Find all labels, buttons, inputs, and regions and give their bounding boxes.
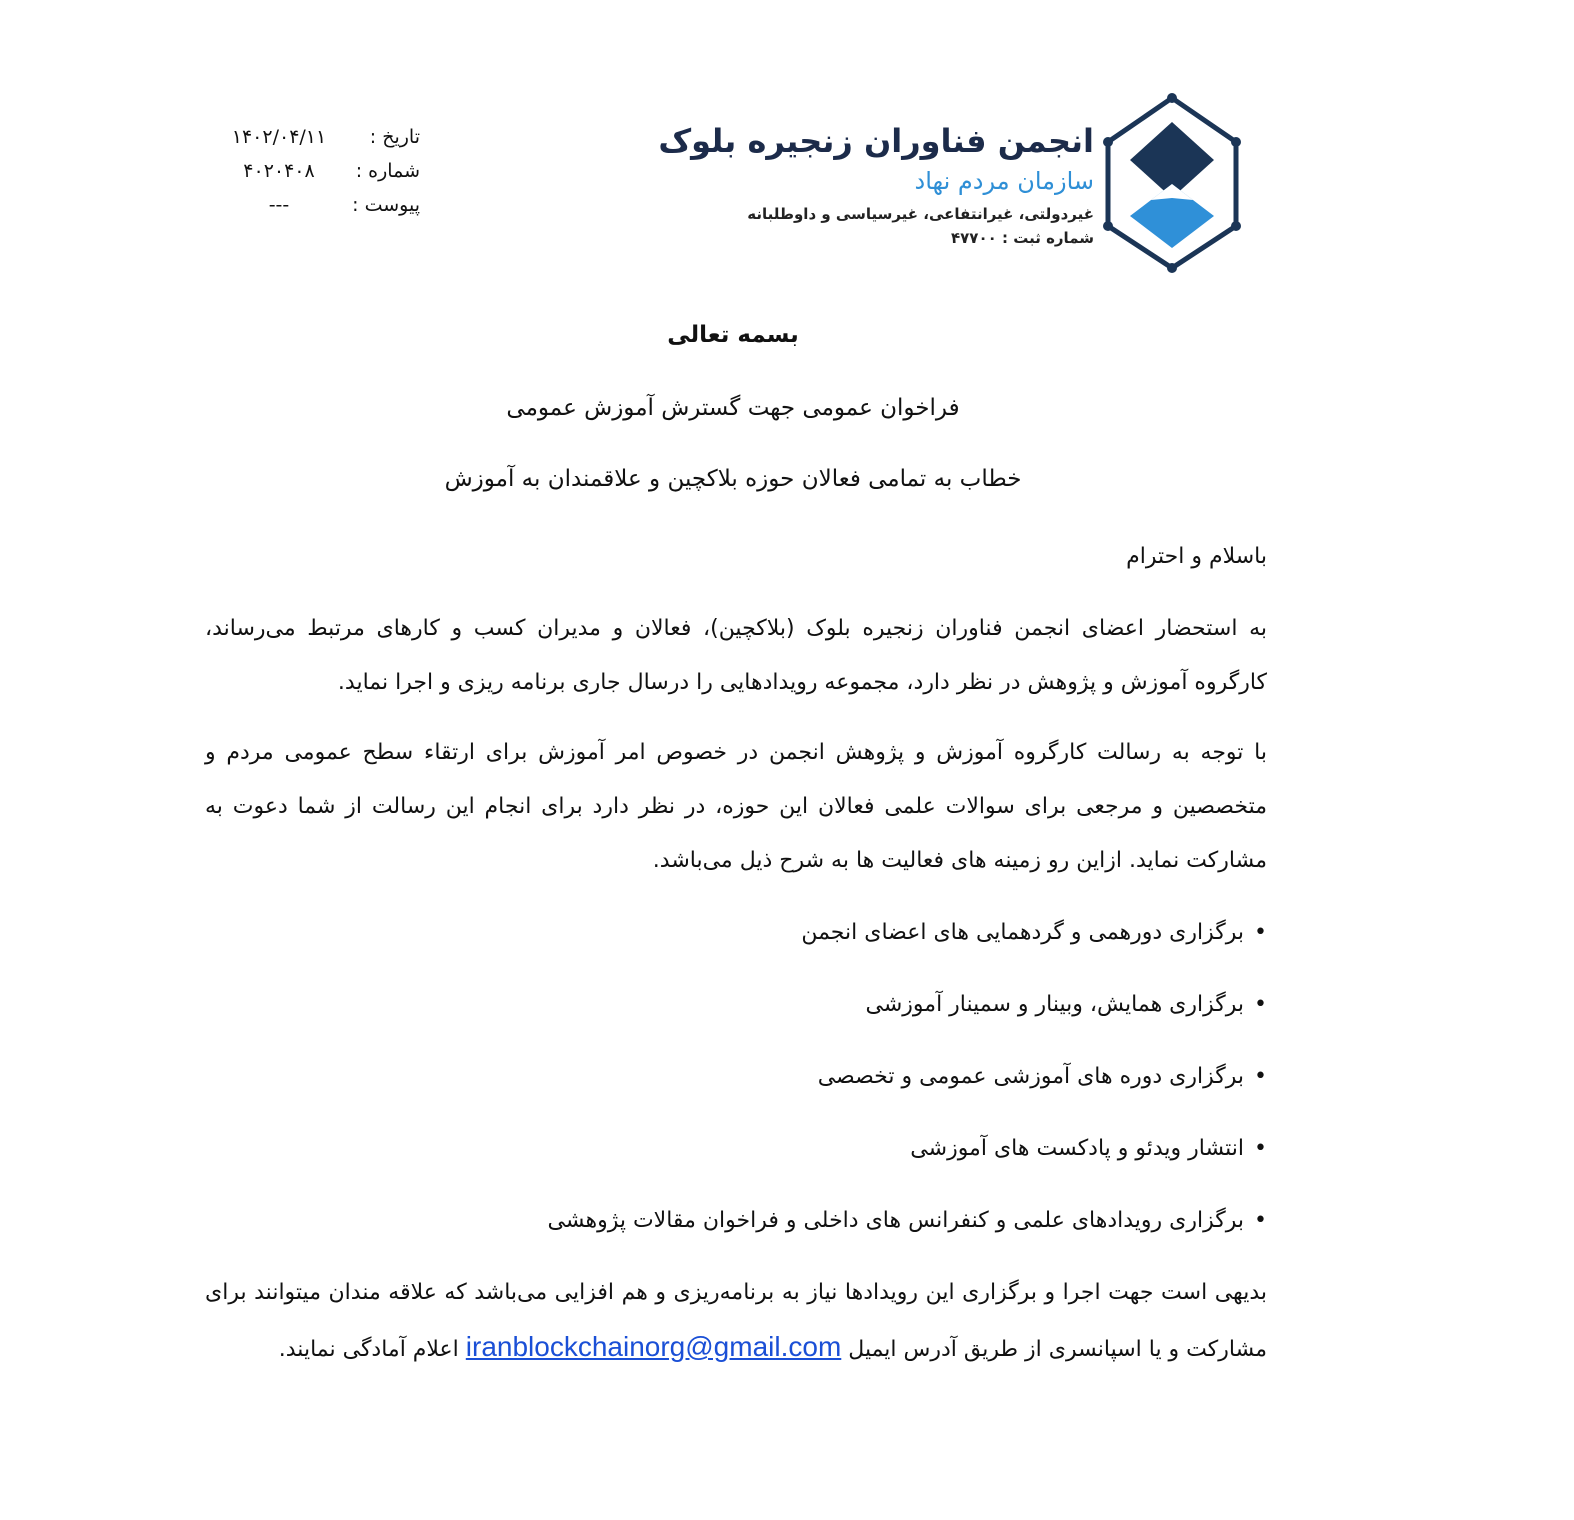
activities-list: [205, 906, 1267, 1266]
registration-number: شماره ثبت : ۴۷۷۰۰: [950, 229, 1094, 247]
date-row: [210, 120, 420, 154]
paragraph-mission: با توجه به رسالت کارگروه آموزش و پژوهش انجمن در خصوص امر آموزش برای ارتقاء سطح عمومی مردم و متخصصین و مرجعی برای سوالات علمی فعالان این حوزه، در نظر دارد برای انجام این رسالت از شما دعوت به مشارکت نماید. ازاین رو زمینه های فعالیت ها به شرح ذیل می‌باشد.: [205, 740, 1267, 873]
organization-letterhead: [654, 118, 1094, 250]
date-label: تاریخ :: [369, 126, 420, 148]
letter-addressee: خطاب به تمامی فعالان حوزه بلاکچین و علاقمندان به آموزش: [444, 466, 1022, 492]
number-label: شماره :: [355, 160, 420, 182]
closing-text-after-email: اعلام آمادگی نمایند.: [278, 1337, 459, 1362]
organization-subtitle: سازمان مردم نهاد: [914, 167, 1094, 195]
letter-metadata: [210, 120, 420, 222]
list-item: • انتشار ویدئو و پادکست های آموزشی: [205, 1122, 1267, 1194]
number-row: [210, 154, 420, 188]
list-item: • برگزاری رویدادهای علمی و کنفرانس های داخلی و فراخوان مقالات پژوهشی: [205, 1194, 1267, 1266]
greeting: باسلام و احترام: [1126, 544, 1267, 569]
list-item: • برگزاری همایش، وبینار و سمینار آموزشی: [205, 978, 1267, 1050]
letter-title: فراخوان عمومی جهت گسترش آموزش عمومی: [506, 395, 960, 421]
date-value: ۱۴۰۲/۰۴/۱۱: [231, 126, 327, 148]
paragraph-intro: به استحضار اعضای انجمن فناوران زنجیره بلوک (بلاکچین)، فعالان و مدیران کسب و کارهای مرتبط می‌رساند، کارگروه آموزش و پژوهش در نظر دارد، مجموعه رویدادهایی را درسال جاری برنامه ریزی و اجرا نماید.: [205, 616, 1267, 695]
organization-description: غیردولتی، غیرانتفاعی، غیرسیاسی و داوطلبانه: [747, 205, 1094, 223]
invocation: بسمه تعالی: [667, 322, 799, 348]
list-item: • برگزاری دورهمی و گردهمایی های اعضای انجمن: [205, 906, 1267, 978]
number-value: ۴۰۲۰۴۰۸: [243, 160, 315, 182]
closing-text-before-email: بدیهی است جهت اجرا و برگزاری این رویدادها نیاز به برنامه‌ریزی و هم افزایی می‌باشد که علاقه مندان میتوانند برای مشارکت و یا اسپانسری از طریق آدرس ایمیل: [205, 1280, 1267, 1362]
list-item: • برگزاری دوره های آموزشی عمومی و تخصصی: [205, 1050, 1267, 1122]
attachment-label: پیوست :: [352, 194, 420, 216]
paragraph-closing: [205, 1266, 1267, 1377]
organization-name: انجمن فناوران زنجیره بلوک: [658, 122, 1094, 160]
blockchain-logo-icon: [1102, 92, 1242, 274]
email-link[interactable]: iranblockchainorg@gmail.com: [465, 1331, 842, 1362]
attachment-row: [210, 188, 420, 222]
attachment-value: ---: [268, 194, 290, 216]
